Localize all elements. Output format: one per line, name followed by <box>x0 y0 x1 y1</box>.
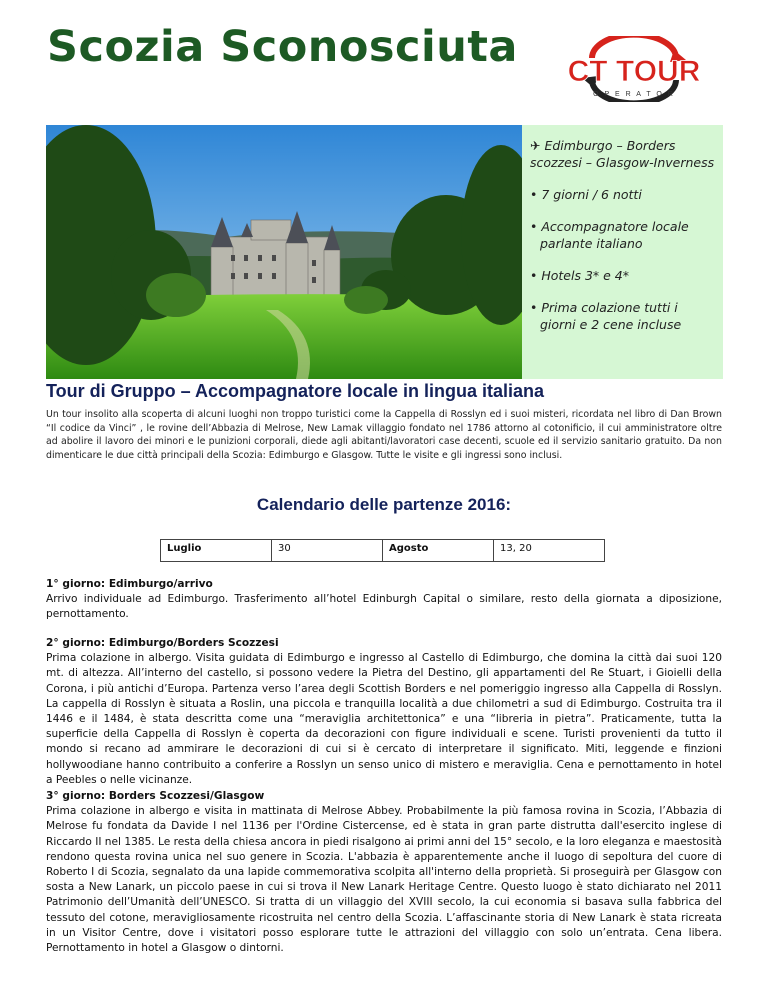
logo-text: CT TOUR <box>567 55 701 88</box>
intro-paragraph: Un tour insolito alla scoperta di alcuni luoghi non troppo turistici come la Cappella di Rosslyn ed i suoi misteri, ricordata nel libro di Dan Brown “Il codice da Vinci” , le rovine dell’Abbazia di Melrose, New Lamak villaggio fondato nel 1786 attorno al cotonificio, il cui amministratore oltre ad abolire il lavoro dei minori e le punizioni corporali, diede agli abitanti/lavoratori case decenti, scuole ed il servizio sanitario gratuito. Da non dimenticare le due città principali della Scozia: Edimburgo e Glasgow. Tutte le visite e gli ingressi sono inclusi. <box>46 409 722 461</box>
page-title: Scozia Sconosciuta <box>47 22 518 72</box>
castle-photo <box>46 125 522 379</box>
itinerary-day-2 <box>46 636 722 788</box>
tour-features <box>530 137 716 348</box>
day-text: Prima colazione in albergo. Visita guidata di Edimburgo e ingresso al Castello di Edimburgo, che domina la città dai suoi 120 mt. di altezza. All’interno del castello, si possono vedere la Pietra del Destino, gli appartamenti del Re Stuart, i Gioielli della Corona, i più antichi d’Europa. Partenza verso l’area degli Scottish Borders e nel pomeriggio ingresso alla Cappella di Rosslyn. La cappella di Rosslyn è situata a Roslin, una piccola e tranquilla località a due chilometri a sud di Edimburgo. Costruita tra il 1446 e il 1484, è stata descritta come una “meraviglia architettonica” e una “libreria in pietra”. Praticamente, tutta la superficie della Cappella di Rosslyn è coperta da decorazioni con figure individuali e scene. Turisti provenienti da tutto il mondo si recano ad ammirare le decorazioni di cui si è cercato di interpretare il significato. Miti, leggende e finzioni hollywoodiane hanno contribuito a conferire a Rosslyn un senso unico di mistero e meraviglia. Cena e pernottamento in hotel a Peebles o nelle vicinanze. <box>46 652 722 786</box>
itinerary-day-1 <box>46 577 722 623</box>
route-item: ✈ Edimburgo – Borders scozzesi – Glasgow-Inverness <box>530 138 715 170</box>
feature-hotels: • Hotels 3* e 4* <box>530 268 629 283</box>
day-title: 1° giorno: Edimburgo/arrivo <box>46 578 213 590</box>
month-cell: Luglio <box>161 540 272 562</box>
itinerary-day-3 <box>46 789 722 956</box>
day-title: 2° giorno: Edimburgo/Borders Scozzesi <box>46 637 279 649</box>
calendar-title: Calendario delle partenze 2016: <box>256 495 512 514</box>
logo-subtext: O P E R A T O R <box>593 91 675 98</box>
days-cell: 30 <box>272 540 383 562</box>
departures-table <box>160 539 605 562</box>
days-cell: 13, 20 <box>494 540 605 562</box>
feature-duration: • 7 giorni / 6 notti <box>530 187 642 202</box>
tour-title: Tour di Gruppo – Accompagnatore locale in lingua italiana <box>46 381 545 401</box>
feature-guide: • Accompagnatore locale parlante italiano <box>530 219 689 251</box>
month-cell: Agosto <box>383 540 494 562</box>
day-text: Arrivo individuale ad Edimburgo. Trasferimento all’hotel Edinburgh Capital o similare, resto della giornata a diposizione, pernottamento. <box>46 593 722 621</box>
table-row <box>161 540 605 562</box>
hero-panel <box>46 125 723 379</box>
day-text: Prima colazione in albergo e visita in mattinata di Melrose Abbey. Probabilmente la più famosa rovina in Scozia, l’Abbazia di Melrose fu fondata da Davide I nel 1136 per l'Ordine Cistercense, ed è stata in gran parte distrutta dall'esercito inglese di Riccardo II nel 1385. Le resta della chiesa ancora in piedi risalgono ai primi anni del 15° secolo, e la loro eleganza e maestosità rendono questa rovina unica nel suo genere in Scozia. L'abbazia è apparentemente anche il luogo di sepoltura del cuore di Roberto I di Scozia, segnalato da una lapide commemorativa scolpita all'interno della proprietà. Si proseguirà per Glasgow con sosta a New Lanark, un piccolo paese in cui si trova il New Lanark Heritage Centre. Questo luogo è stato dichiarato nel 2011 Patrimonio dell’Umanità dell’UNESCO. Si tratta di un villaggio del XVIII secolo, la cui economia si basava sulla fabbrica del tessuto del cotone, meravigliosamente ricostruita nel centro della Scozia. L’affascinante storia di New Lanark è stata ricreata in un Visitor Centre, dove i visitatori posso esplorare tutte le attrazioni del villaggio con solo un’entrata. Cena libera. Pernottamento in hotel a Glasgow o dintorni. <box>46 805 722 955</box>
day-title: 3° giorno: Borders Scozzesi/Glasgow <box>46 790 265 802</box>
ct-tour-logo <box>546 36 722 102</box>
feature-meals: • Prima colazione tutti i giorni e 2 cene incluse <box>530 300 682 332</box>
